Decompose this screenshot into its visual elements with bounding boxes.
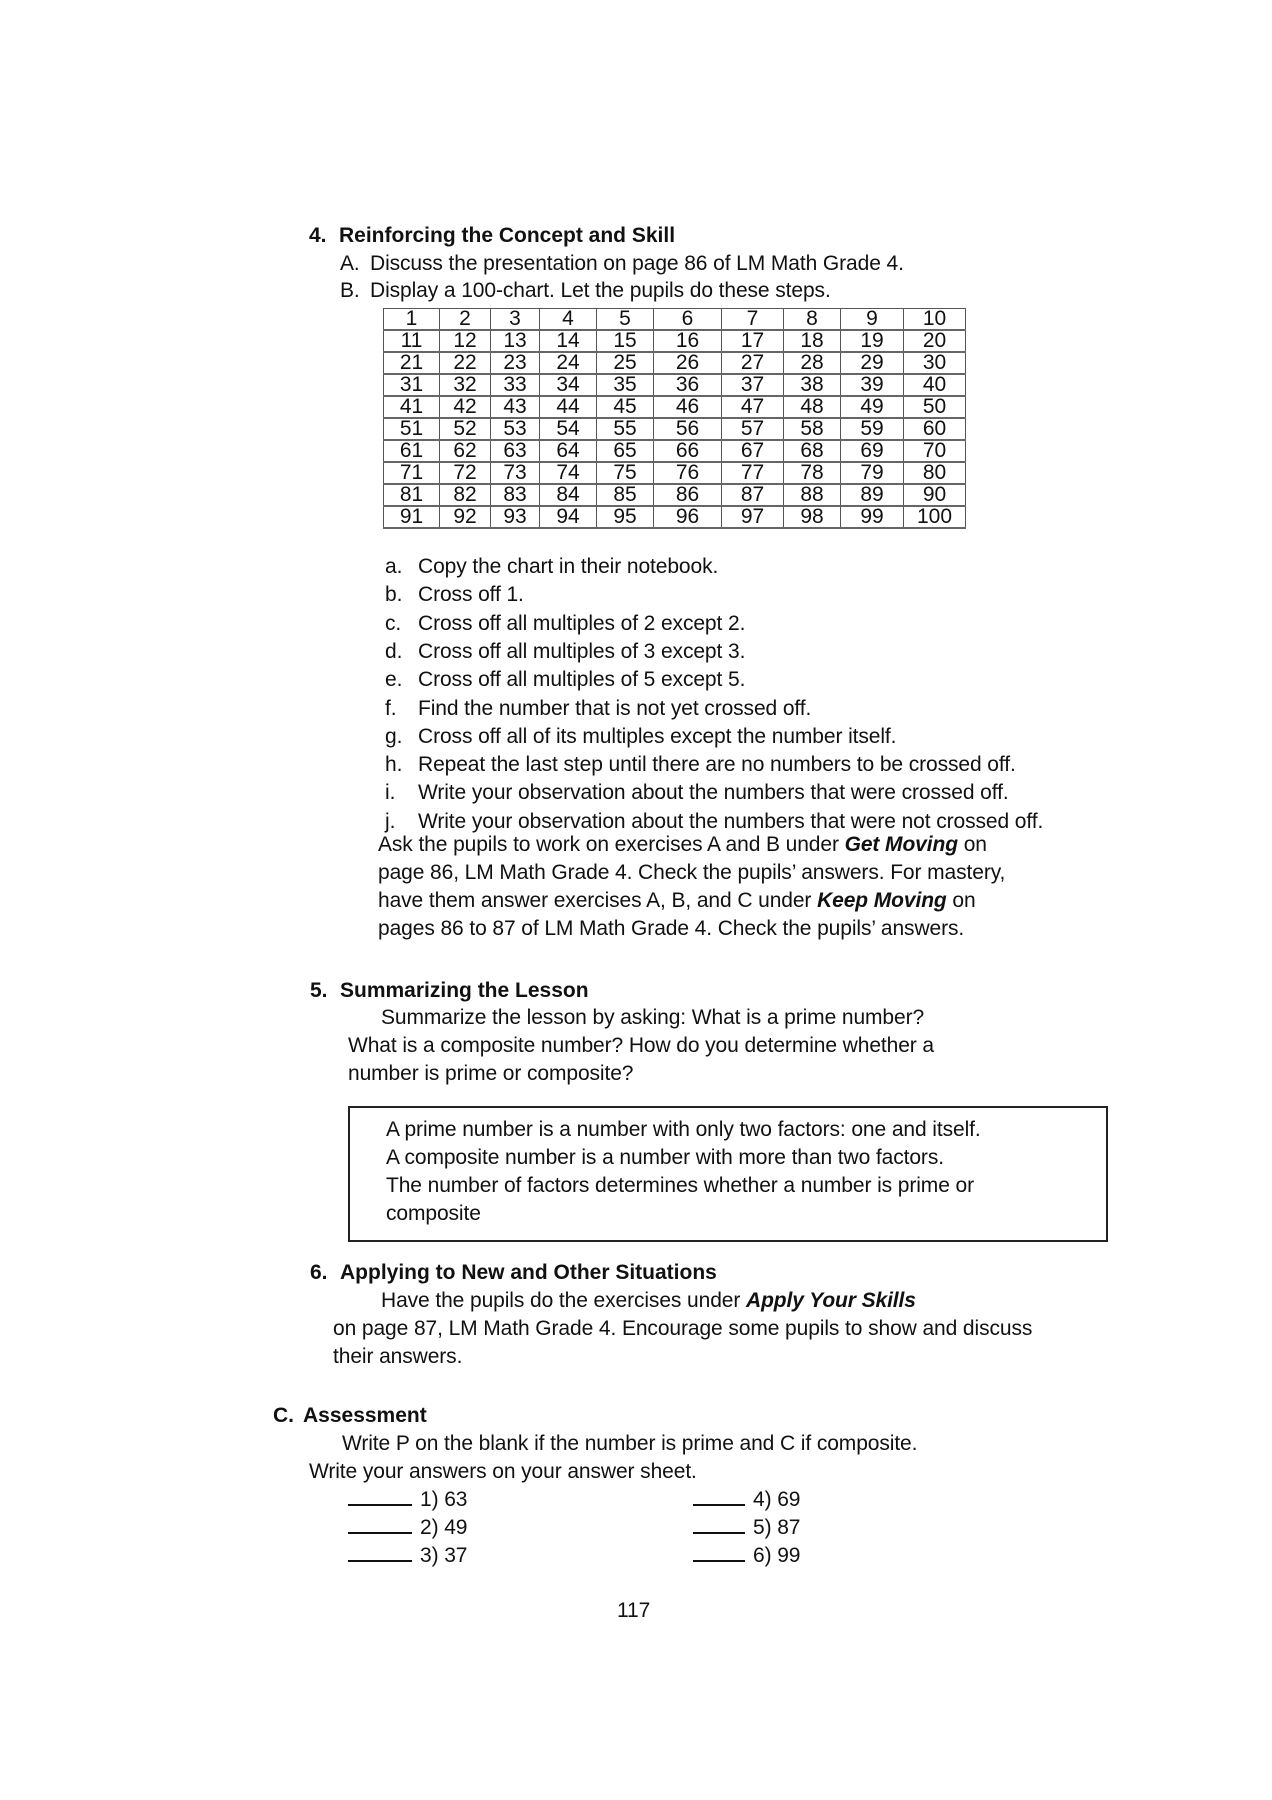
chart-cell: 37 <box>722 374 784 396</box>
chart-cell: 100 <box>904 506 966 528</box>
step-text: Copy the chart in their notebook. <box>418 555 719 578</box>
chart-row <box>384 462 966 484</box>
step-text: Cross off all of its multiples except the number itself. <box>418 724 897 748</box>
step-item <box>385 638 745 666</box>
chart-cell: 51 <box>384 418 440 440</box>
chart-cell: 66 <box>654 440 722 462</box>
chart-cell: 1 <box>384 309 440 331</box>
chart-cell: 65 <box>597 440 654 462</box>
section-4-title: Reinforcing the Concept and Skill <box>339 224 676 247</box>
chart-cell: 3 <box>491 309 540 331</box>
step-letter: b. <box>385 583 403 607</box>
text: on <box>957 833 987 856</box>
chart-cell: 9 <box>841 309 904 331</box>
step-item <box>385 581 524 609</box>
chart-cell: 84 <box>540 484 597 506</box>
section-6-number: 6. <box>310 1261 328 1284</box>
apply-line-3: their answers. <box>333 1345 463 1368</box>
chart-cell: 21 <box>384 352 440 374</box>
step-text: Cross off all multiples of 5 except 5. <box>418 668 746 692</box>
section-5-number: 5. <box>310 979 328 1002</box>
apply-your-skills-emphasis: Apply Your Skills <box>746 1289 916 1312</box>
step-text: Write your observation about the numbers that were crossed off. <box>418 781 1009 805</box>
item-b <box>340 277 831 305</box>
chart-cell: 2 <box>440 309 491 331</box>
assessment-item <box>348 1486 467 1514</box>
section-4-heading <box>309 222 675 250</box>
step-item <box>385 666 745 694</box>
chart-cell: 26 <box>654 352 722 374</box>
chart-cell: 47 <box>722 396 784 418</box>
section-5-title: Summarizing the Lesson <box>340 979 589 1002</box>
summary-line-2: What is a composite number? How do you determine whether a <box>348 1034 934 1057</box>
step-text: Write your observation about the numbers that were not crossed off. <box>418 809 1044 833</box>
summary-box-line-1: A prime number is a number with only two factors: one and itself. <box>386 1118 981 1141</box>
chart-cell: 12 <box>440 330 491 352</box>
chart-cell: 79 <box>841 462 904 484</box>
step-letter: d. <box>385 639 403 663</box>
section-4-number: 4. <box>309 224 327 247</box>
assessment-item-label: 6) 99 <box>753 1544 801 1567</box>
assessment-item <box>693 1514 800 1542</box>
step-text: Cross off all multiples of 3 except 3. <box>418 639 746 663</box>
chart-cell: 85 <box>597 484 654 506</box>
exercise-paragraph-line-1 <box>378 831 987 859</box>
chart-cell: 93 <box>491 506 540 528</box>
keep-moving-emphasis: Keep Moving <box>817 889 947 912</box>
chart-row <box>384 418 966 440</box>
chart-cell: 56 <box>654 418 722 440</box>
chart-cell: 11 <box>384 330 440 352</box>
assessment-title: Assessment <box>303 1404 427 1427</box>
chart-cell: 15 <box>597 330 654 352</box>
answer-blank[interactable] <box>348 1514 412 1534</box>
assessment-heading <box>273 1402 427 1430</box>
chart-row <box>384 506 966 528</box>
chart-cell: 19 <box>841 330 904 352</box>
chart-row <box>384 352 966 374</box>
chart-cell: 45 <box>597 396 654 418</box>
chart-cell: 63 <box>491 440 540 462</box>
chart-cell: 88 <box>784 484 841 506</box>
chart-cell: 77 <box>722 462 784 484</box>
answer-blank[interactable] <box>348 1486 412 1506</box>
apply-line-1 <box>381 1287 916 1315</box>
chart-cell: 16 <box>654 330 722 352</box>
chart-cell: 80 <box>904 462 966 484</box>
chart-cell: 81 <box>384 484 440 506</box>
chart-cell: 25 <box>597 352 654 374</box>
chart-cell: 29 <box>841 352 904 374</box>
chart-cell: 43 <box>491 396 540 418</box>
answer-blank[interactable] <box>693 1514 745 1534</box>
chart-cell: 70 <box>904 440 966 462</box>
chart-cell: 54 <box>540 418 597 440</box>
chart-cell: 83 <box>491 484 540 506</box>
chart-row <box>384 330 966 352</box>
step-letter: a. <box>385 555 403 578</box>
text: on <box>946 889 976 912</box>
text: Have the pupils do the exercises under <box>381 1289 746 1312</box>
chart-cell: 30 <box>904 352 966 374</box>
chart-cell: 23 <box>491 352 540 374</box>
chart-cell: 75 <box>597 462 654 484</box>
chart-row <box>384 440 966 462</box>
step-item <box>385 695 811 723</box>
chart-cell: 78 <box>784 462 841 484</box>
chart-cell: 48 <box>784 396 841 418</box>
step-letter: e. <box>385 668 403 692</box>
chart-cell: 31 <box>384 374 440 396</box>
chart-cell: 69 <box>841 440 904 462</box>
answer-blank[interactable] <box>693 1486 745 1506</box>
chart-cell: 60 <box>904 418 966 440</box>
chart-cell: 17 <box>722 330 784 352</box>
step-item <box>385 553 718 581</box>
chart-cell: 92 <box>440 506 491 528</box>
chart-cell: 87 <box>722 484 784 506</box>
chart-cell: 99 <box>841 506 904 528</box>
chart-cell: 71 <box>384 462 440 484</box>
chart-cell: 61 <box>384 440 440 462</box>
chart-cell: 6 <box>654 309 722 331</box>
chart-cell: 41 <box>384 396 440 418</box>
text: have them answer exercises A, B, and C under <box>378 889 818 912</box>
chart-cell: 20 <box>904 330 966 352</box>
assessment-instruction-2: Write your answers on your answer sheet. <box>309 1460 697 1483</box>
chart-cell: 67 <box>722 440 784 462</box>
chart-cell: 50 <box>904 396 966 418</box>
chart-cell: 7 <box>722 309 784 331</box>
step-text: Repeat the last step until there are no numbers to be crossed off. <box>418 753 1016 777</box>
step-text: Find the number that is not yet crossed off. <box>418 696 812 720</box>
assessment-instruction-1: Write P on the blank if the number is prime and C if composite. <box>342 1432 918 1455</box>
chart-cell: 14 <box>540 330 597 352</box>
chart-cell: 44 <box>540 396 597 418</box>
chart-row <box>384 374 966 396</box>
step-item <box>385 723 896 751</box>
chart-cell: 74 <box>540 462 597 484</box>
step-letter: g. <box>385 724 403 748</box>
item-b-letter: B. <box>340 279 360 302</box>
apply-line-2: on page 87, LM Math Grade 4. Encourage some pupils to show and discuss <box>333 1317 1033 1340</box>
summary-line-3: number is prime or composite? <box>348 1062 634 1085</box>
assessment-item <box>348 1542 467 1570</box>
get-moving-emphasis: Get Moving <box>844 833 958 856</box>
chart-cell: 64 <box>540 440 597 462</box>
chart-cell: 53 <box>491 418 540 440</box>
summary-box-line-2: A composite number is a number with more than two factors. <box>386 1146 944 1169</box>
assessment-letter: C. <box>273 1404 294 1427</box>
chart-cell: 10 <box>904 309 966 331</box>
chart-cell: 49 <box>841 396 904 418</box>
chart-cell: 5 <box>597 309 654 331</box>
assessment-item-label: 2) 49 <box>420 1516 468 1539</box>
text: Ask the pupils to work on exercises A and B under <box>378 833 845 856</box>
chart-cell: 34 <box>540 374 597 396</box>
chart-cell: 52 <box>440 418 491 440</box>
chart-cell: 55 <box>597 418 654 440</box>
summary-box <box>348 1106 1108 1242</box>
assessment-item-label: 1) 63 <box>420 1488 468 1511</box>
chart-cell: 94 <box>540 506 597 528</box>
chart-cell: 22 <box>440 352 491 374</box>
chart-row <box>384 484 966 506</box>
answer-blank[interactable] <box>693 1542 745 1562</box>
chart-cell: 59 <box>841 418 904 440</box>
chart-cell: 73 <box>491 462 540 484</box>
step-letter: j. <box>385 809 396 833</box>
chart-cell: 38 <box>784 374 841 396</box>
chart-cell: 72 <box>440 462 491 484</box>
chart-cell: 57 <box>722 418 784 440</box>
chart-cell: 91 <box>384 506 440 528</box>
assessment-item <box>693 1542 800 1570</box>
page-number: 117 <box>617 1599 651 1622</box>
step-text: Cross off 1. <box>418 583 524 607</box>
chart-cell: 18 <box>784 330 841 352</box>
step-letter: f. <box>385 696 397 720</box>
chart-cell: 58 <box>784 418 841 440</box>
chart-cell: 89 <box>841 484 904 506</box>
step-letter: c. <box>385 611 402 635</box>
step-letter: i. <box>385 781 396 805</box>
chart-cell: 13 <box>491 330 540 352</box>
chart-cell: 96 <box>654 506 722 528</box>
chart-cell: 40 <box>904 374 966 396</box>
chart-cell: 42 <box>440 396 491 418</box>
chart-cell: 62 <box>440 440 491 462</box>
item-a-text: Discuss the presentation on page 86 of LM Math Grade 4. <box>370 252 904 275</box>
step-text: Cross off all multiples of 2 except 2. <box>418 611 746 635</box>
section-5-heading <box>310 977 589 1005</box>
chart-row <box>384 309 966 331</box>
hundred-chart <box>383 308 966 529</box>
chart-cell: 46 <box>654 396 722 418</box>
chart-cell: 76 <box>654 462 722 484</box>
section-6-title: Applying to New and Other Situations <box>340 1261 717 1284</box>
chart-cell: 97 <box>722 506 784 528</box>
item-b-text: Display a 100-chart. Let the pupils do these steps. <box>370 279 831 302</box>
summary-box-line-3: The number of factors determines whether a number is prime or <box>386 1174 974 1197</box>
chart-cell: 24 <box>540 352 597 374</box>
item-a-letter: A. <box>340 252 360 275</box>
chart-cell: 68 <box>784 440 841 462</box>
answer-blank[interactable] <box>348 1542 412 1562</box>
exercise-paragraph-line-2: page 86, LM Math Grade 4. Check the pupils’ answers. For mastery, <box>378 861 1006 884</box>
assessment-item <box>693 1486 800 1514</box>
section-6-heading <box>310 1259 717 1287</box>
assessment-item-label: 4) 69 <box>753 1488 801 1511</box>
chart-cell: 39 <box>841 374 904 396</box>
exercise-paragraph-line-3 <box>378 887 976 915</box>
item-a <box>340 250 904 278</box>
chart-row <box>384 396 966 418</box>
chart-cell: 33 <box>491 374 540 396</box>
step-letter: h. <box>385 753 403 777</box>
chart-cell: 4 <box>540 309 597 331</box>
chart-cell: 35 <box>597 374 654 396</box>
chart-cell: 32 <box>440 374 491 396</box>
step-item <box>385 751 1016 779</box>
chart-cell: 98 <box>784 506 841 528</box>
chart-cell: 90 <box>904 484 966 506</box>
chart-cell: 28 <box>784 352 841 374</box>
chart-cell: 27 <box>722 352 784 374</box>
chart-cell: 82 <box>440 484 491 506</box>
assessment-item <box>348 1514 467 1542</box>
exercise-paragraph-line-4: pages 86 to 87 of LM Math Grade 4. Check the pupils’ answers. <box>378 917 965 940</box>
chart-cell: 86 <box>654 484 722 506</box>
assessment-item-label: 3) 37 <box>420 1544 468 1567</box>
chart-cell: 8 <box>784 309 841 331</box>
step-item <box>385 610 745 638</box>
chart-cell: 95 <box>597 506 654 528</box>
chart-cell: 36 <box>654 374 722 396</box>
summary-line-1: Summarize the lesson by asking: What is a prime number? <box>381 1006 925 1029</box>
assessment-item-label: 5) 87 <box>753 1516 801 1539</box>
step-item <box>385 779 1009 807</box>
summary-box-line-4: composite <box>386 1202 481 1225</box>
